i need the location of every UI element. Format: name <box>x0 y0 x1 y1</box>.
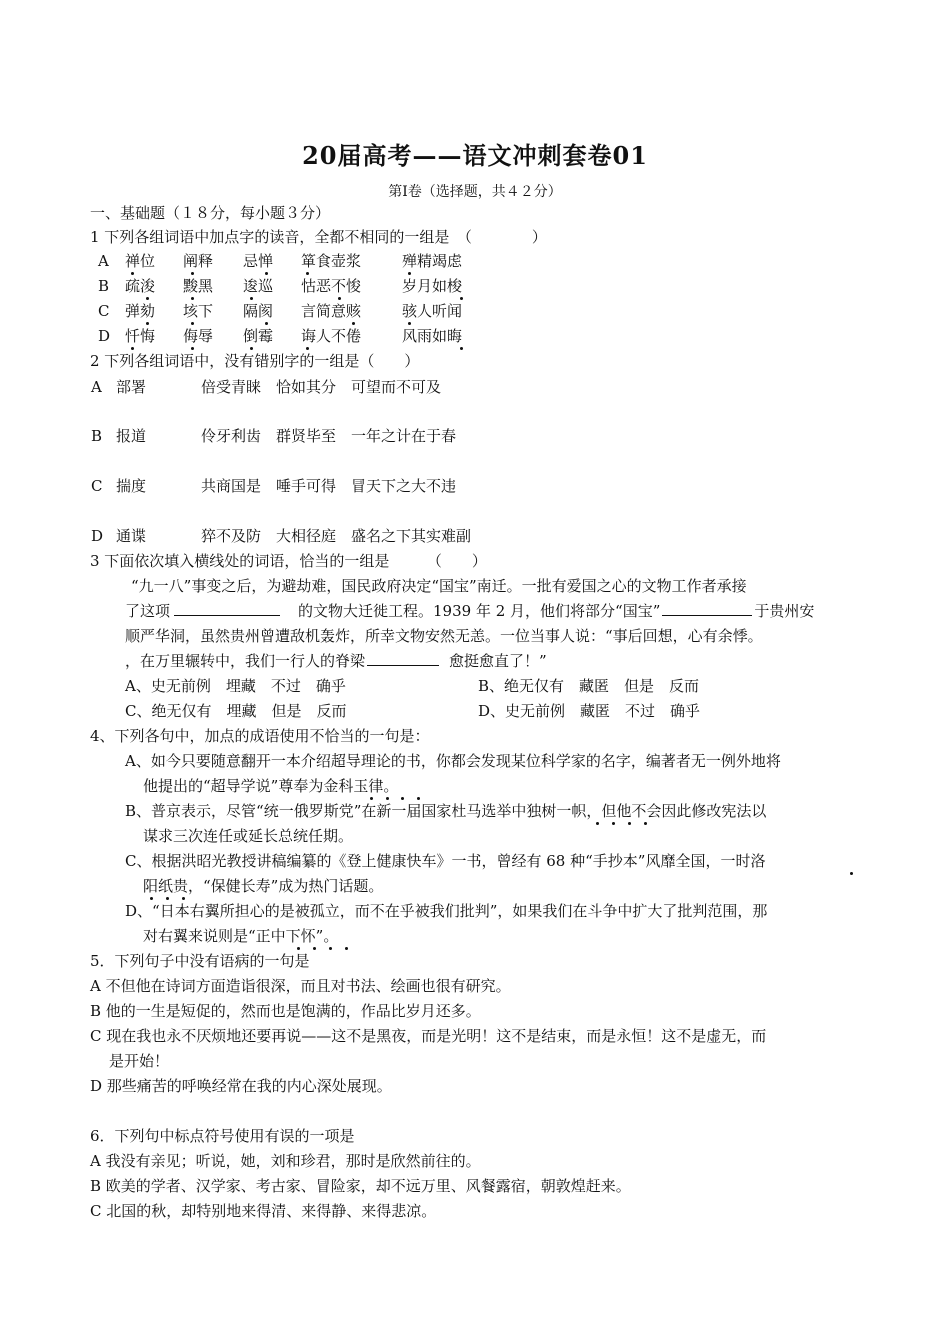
q5-option-line: B 他的一生是短促的，然而也是饱满的，作品比岁月还多。 <box>90 1002 481 1020</box>
q1-word: 忏悔 <box>125 327 156 345</box>
q1-word: 黢黑 <box>183 277 214 295</box>
answer-blank[interactable] <box>367 651 439 666</box>
q1-word: 疏浚 <box>125 277 156 295</box>
q4-option-line: A、如今只要随意翻开一本介绍超导理论的书，你都会发现某位科学家的名字，编著者无一例外地将 <box>125 752 781 770</box>
q1-word: 岁月如梭 <box>402 277 463 295</box>
q1-word: 忌惮 <box>243 252 274 270</box>
q2-words: 猝不及防 大相径庭 盛名之下其实难副 <box>201 527 472 545</box>
q2-word: 报道 <box>116 427 147 445</box>
q1-word: 弹劾 <box>125 302 156 320</box>
q3-option: B、绝无仅有 藏匿 但是 反而 <box>478 677 700 695</box>
q3-option: A、史无前例 埋藏 不过 确乎 <box>125 677 346 695</box>
q2-words: 倍受青睐 恰如其分 可望而不可及 <box>201 378 442 396</box>
question-3-stem: 3 下面依次填入横线处的词语，恰当的一组是 （ ） <box>90 552 487 570</box>
q6-option-line: A 我没有亲见；听说，她，刘和珍君，那时是欣然前往的。 <box>90 1152 481 1170</box>
q3-passage-line: ，在万里辗转中，我们一行人的脊梁 愈挺愈直了！” <box>125 652 547 670</box>
section-label: 一、基础题（１８分，每小题３分） <box>90 204 331 222</box>
q3-option: D、史无前例 藏匿 不过 确乎 <box>478 702 701 720</box>
question-1-stem: 1 下列各组词语中加点字的读音，全都不相同的一组是 （ ） <box>90 228 547 246</box>
q2-words: 共商国是 唾手可得 冒天下之大不违 <box>201 477 457 495</box>
section-heading: 第Ⅰ卷（选择题，共４２分） <box>388 184 562 200</box>
q1-word: 殚精竭虑 <box>402 252 463 270</box>
q1-word: 怙恶不悛 <box>301 277 362 295</box>
q2-option-letter: B <box>91 427 103 445</box>
q4-option-line: D、“日本右翼所担心的是被孤立，而不在乎被我们批判”，如果我们在斗争中扩大了批判范围，那 <box>125 902 768 920</box>
q1-option-letter: D <box>98 327 111 345</box>
q1-word: 骇人听闻 <box>402 302 463 320</box>
answer-blank[interactable] <box>174 601 280 616</box>
q4-option-line: C、根据洪昭光教授讲稿编纂的《登上健康快车》一书，曾经有 68 种“手抄本”风靡全国，一时洛 <box>125 852 766 870</box>
question-4-stem: 4、下列各句中，加点的成语使用不恰当的一句是： <box>90 727 430 745</box>
q3-passage-line: 了这项 的文物大迁徙工程。1939 年 2 月，他们将部分“国宝” 于贵州安 <box>125 602 815 620</box>
q3-passage-line: “九一八”事变之后，为避劫难，国民政府决定“国宝”南迁。一批有爱国之心的文物工作者承接 <box>131 577 747 595</box>
page-title: 20届高考——语文冲刺套卷01 <box>302 141 648 170</box>
question-2-stem: 2 下列各组词语中，没有错别字的一组是（ ） <box>90 352 420 370</box>
q2-words: 伶牙利齿 群贤毕至 一年之计在于春 <box>201 427 457 445</box>
q1-word: 倒霉 <box>243 327 274 345</box>
q5-option-line: D 那些痛苦的呼唤经常在我的内心深处展现。 <box>90 1077 392 1095</box>
q1-word: 逡巡 <box>243 277 274 295</box>
q4-option-line: 阳纸贵，“保健长寿”成为热门话题。 <box>143 877 384 895</box>
q5-option-line: C 现在我也永不厌烦地还要再说——这不是黑夜，而是光明！这不是结束，而是永恒！这不是虚无，而 <box>90 1027 767 1045</box>
q1-word: 诲人不倦 <box>301 327 362 345</box>
q4-option-line: 他提出的“超导学说”尊奉为金科玉律。 <box>143 777 399 795</box>
q1-word: 风雨如晦 <box>402 327 463 345</box>
q4-option-line: 对右翼来说则是“正中下怀”。 <box>143 927 339 945</box>
q2-word: 揣度 <box>116 477 147 495</box>
q5-option-line: A 不但他在诗词方面造诣很深，而且对书法、绘画也很有研究。 <box>90 977 511 995</box>
q6-option-line: C 北国的秋，却特别地来得清、来得静、来得悲凉。 <box>90 1202 437 1220</box>
question-6-stem: 6．下列句中标点符号使用有误的一项是 <box>90 1127 355 1145</box>
question-5-stem: 5．下列句子中没有语病的一句是 <box>90 952 310 970</box>
q1-word: 阐释 <box>183 252 214 270</box>
q1-word: 禅位 <box>125 252 156 270</box>
answer-blank[interactable] <box>662 601 752 616</box>
q1-option-letter: B <box>98 277 110 295</box>
q2-word: 部署 <box>116 378 147 396</box>
q1-word: 隔阂 <box>243 302 274 320</box>
q1-option-letter: A <box>98 252 109 270</box>
q3-passage-line: 顺严华洞，虽然贵州曾遭敌机轰炸，所幸文物安然无恙。一位当事人说：“事后回想，心有余悸。 <box>125 627 763 645</box>
q2-word: 通谍 <box>116 527 147 545</box>
q3-option: C、绝无仅有 埋藏 但是 反而 <box>125 702 347 720</box>
q2-option-letter: A <box>91 378 102 396</box>
q4-option-line: B、普京表示，尽管“统一俄罗斯党”在新一届国家杜马选举中独树一帜，但他不会因此修改宪法以 <box>125 802 767 820</box>
q1-word: 垓下 <box>183 302 214 320</box>
q5-option-line: 是开始！ <box>109 1052 170 1070</box>
q2-option-letter: C <box>91 477 103 495</box>
q1-word: 箪食壶浆 <box>301 252 362 270</box>
q1-word: 侮辱 <box>183 327 214 345</box>
q2-option-letter: D <box>91 527 104 545</box>
q4-option-line: 谋求三次连任或延长总统任期。 <box>143 827 354 845</box>
q1-word: 言简意赅 <box>301 302 362 320</box>
q6-option-line: B 欧美的学者、汉学家、考古家、冒险家，却不远万里、风餐露宿，朝敦煌赶来。 <box>90 1177 631 1195</box>
q1-option-letter: C <box>98 302 110 320</box>
